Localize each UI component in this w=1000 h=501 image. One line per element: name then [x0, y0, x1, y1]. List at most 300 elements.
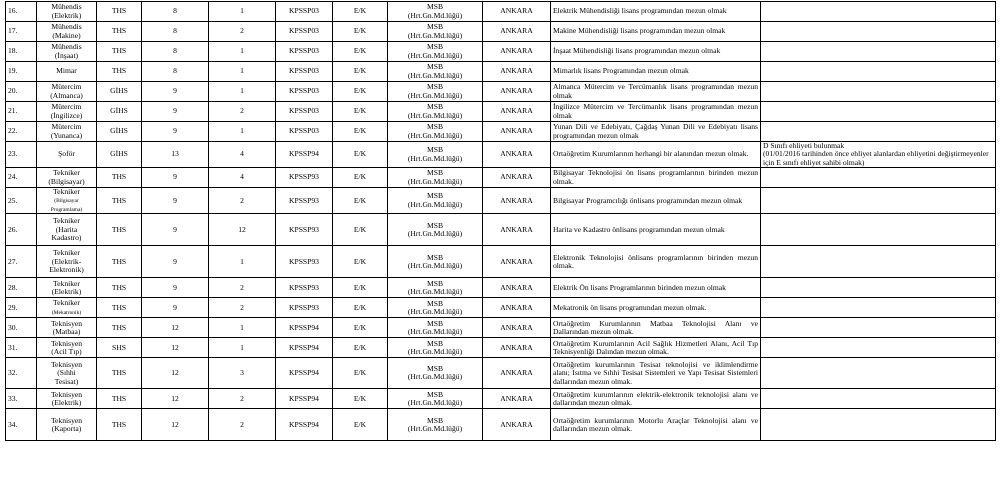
- grade: 9: [173, 86, 177, 96]
- requirement: Almanca Mütercim ve Tercümanlık lisans programından mezun olmak: [553, 82, 758, 100]
- kpss-score-type-cell: [276, 42, 333, 62]
- grade: 12: [171, 322, 179, 332]
- position-title: Mimar: [56, 66, 77, 76]
- row-number: 27.: [8, 256, 18, 266]
- note-cell: [761, 2, 996, 22]
- position-title: Mühendis (Makine): [51, 22, 82, 40]
- position-title-cell: [37, 122, 97, 142]
- note-cell: [761, 389, 996, 409]
- unit-cell: [388, 298, 483, 318]
- row-number: 33.: [8, 393, 18, 403]
- row-number: 22.: [8, 126, 18, 136]
- city: ANKARA: [500, 322, 533, 332]
- kpss-score-type: KPSSP93: [289, 302, 319, 312]
- position-title-cell: [37, 358, 97, 389]
- service-class-cell: [97, 246, 142, 278]
- city-cell: [483, 278, 551, 298]
- table-row: [6, 338, 996, 358]
- service-class-cell: [97, 42, 142, 62]
- quota-cell: [209, 298, 276, 318]
- city: ANKARA: [500, 6, 533, 16]
- city-cell: [483, 409, 551, 441]
- quota-cell: [209, 278, 276, 298]
- grade: 12: [171, 393, 179, 403]
- city-cell: [483, 142, 551, 168]
- gender: E/K: [353, 86, 367, 96]
- quota-cell: [209, 142, 276, 168]
- note-cell: [761, 318, 996, 338]
- quota: 2: [240, 282, 244, 292]
- position-title: Mütercim (Almanca): [50, 82, 83, 100]
- kpss-score-type: KPSSP94: [289, 419, 319, 429]
- row-number-cell: [6, 409, 37, 441]
- row-number: 29.: [8, 302, 18, 312]
- row-number-cell: [6, 338, 37, 358]
- requirement: Ortaöğretim kurumlarının Motorlu Araçlar Teknolojisi alanı ve dallarından mezun olmak.: [553, 415, 758, 433]
- quota: 4: [240, 172, 244, 182]
- quota: 2: [240, 302, 244, 312]
- kpss-score-type-cell: [276, 168, 333, 188]
- table-row: [6, 168, 996, 188]
- grade-cell: [142, 318, 209, 338]
- table-row: [6, 278, 996, 298]
- quota-cell: [209, 102, 276, 122]
- unit: MSB (Hrt.Gn.Md.lüğü): [407, 298, 463, 316]
- gender: E/K: [353, 46, 367, 56]
- requirement: Ortaöğretim Kurumlarının herhangi bir alanından mezun olmak.: [553, 149, 749, 159]
- city: ANKARA: [500, 393, 533, 403]
- row-number: 25.: [8, 195, 18, 205]
- table-row: [6, 246, 996, 278]
- position-title-cell: [37, 246, 97, 278]
- city: ANKARA: [500, 419, 533, 429]
- position-title: Teknisyen (Kaporta): [50, 415, 83, 433]
- position-title-cell: [37, 298, 97, 318]
- unit-cell: [388, 122, 483, 142]
- requirement: Elektrik Ön lisans Programlarının birinden mezun olmak: [553, 282, 726, 292]
- row-number-cell: [6, 62, 37, 82]
- service-class-cell: [97, 358, 142, 389]
- requirement-cell: [551, 246, 761, 278]
- kpss-score-type-cell: [276, 122, 333, 142]
- position-title: Teknisyen (Sıhhi Tesisat): [50, 359, 83, 386]
- city-cell: [483, 82, 551, 102]
- service-class: THS: [111, 66, 127, 76]
- requirement: Mimarlık lisans Programından mezun olmak: [553, 66, 689, 76]
- table-row: [6, 298, 996, 318]
- kpss-score-type: KPSSP93: [289, 256, 319, 266]
- gender: E/K: [353, 302, 367, 312]
- quota-cell: [209, 42, 276, 62]
- requirement: Makine Mühendisliği lisans programından mezun olmak: [553, 26, 726, 36]
- city: ANKARA: [500, 126, 533, 136]
- gender-cell: [333, 409, 388, 441]
- unit-cell: [388, 389, 483, 409]
- gender: E/K: [353, 322, 367, 332]
- quota: 1: [240, 342, 244, 352]
- requirement-cell: [551, 102, 761, 122]
- service-class: GİHS: [110, 86, 128, 96]
- table-row: [6, 358, 996, 389]
- note-cell: [761, 42, 996, 62]
- city-cell: [483, 102, 551, 122]
- unit-cell: [388, 168, 483, 188]
- position-title: Mühendis (İnşaat): [51, 42, 82, 60]
- quota-cell: [209, 246, 276, 278]
- gender: E/K: [353, 149, 367, 159]
- unit: MSB (Hrt.Gn.Md.lüğü): [407, 278, 463, 296]
- service-class-cell: [97, 188, 142, 214]
- unit: MSB (Hrt.Gn.Md.lüğü): [407, 62, 463, 80]
- quota-cell: [209, 409, 276, 441]
- requirement: Ortaöğretim Kurumlarının Matbaa Teknolojisi Alanı ve Dallarından mezun olmak.: [553, 318, 758, 336]
- city-cell: [483, 389, 551, 409]
- unit-cell: [388, 318, 483, 338]
- row-number: 23.: [8, 149, 18, 159]
- unit-cell: [388, 278, 483, 298]
- position-title-cell: [37, 338, 97, 358]
- position-title: Şoför: [58, 149, 75, 159]
- kpss-score-type: KPSSP03: [289, 126, 319, 136]
- gender-cell: [333, 102, 388, 122]
- grade-cell: [142, 298, 209, 318]
- city-cell: [483, 214, 551, 246]
- position-title-cell: [37, 409, 97, 441]
- gender-cell: [333, 22, 388, 42]
- row-number: 16.: [8, 6, 18, 16]
- gender-cell: [333, 246, 388, 278]
- kpss-score-type: KPSSP94: [289, 322, 319, 332]
- city-cell: [483, 338, 551, 358]
- grade: 12: [171, 342, 179, 352]
- quota: 1: [240, 6, 244, 16]
- note-cell: [761, 122, 996, 142]
- requirement: Ortaöğretim kurumlarının elektrik-elektronik teknolojisi alanı ve dallarından mezun olmak.: [553, 389, 758, 407]
- service-class: THS: [111, 224, 127, 234]
- unit-cell: [388, 22, 483, 42]
- row-number: 21.: [8, 106, 18, 116]
- service-class: GİHS: [110, 149, 128, 159]
- row-number: 26.: [8, 224, 18, 234]
- table-row: [6, 318, 996, 338]
- row-number-cell: [6, 318, 37, 338]
- kpss-score-type: KPSSP94: [289, 342, 319, 352]
- service-class-cell: [97, 338, 142, 358]
- kpss-score-type-cell: [276, 214, 333, 246]
- service-class: THS: [111, 195, 127, 205]
- requirement: Ortaöğretim Kurumlarının Acil Sağlık Hizmetleri Alanı, Acil Tıp Teknisyenliği Dalından mezun olmak.: [553, 338, 758, 356]
- note: D Sınıfı ehliyeti bulunmak (01/01/2016 tarihinden önce ehliyet alanlardan ehliyetini değiştirmeyenler için E sınıfı ehliyet sahibi olmak): [763, 141, 989, 167]
- grade: 9: [173, 224, 177, 234]
- grade-cell: [142, 214, 209, 246]
- city: ANKARA: [500, 26, 533, 36]
- unit: MSB (Hrt.Gn.Md.lüğü): [407, 122, 463, 140]
- quota-cell: [209, 214, 276, 246]
- city: ANKARA: [500, 342, 533, 352]
- grade-cell: [142, 102, 209, 122]
- quota-cell: [209, 318, 276, 338]
- gender-cell: [333, 298, 388, 318]
- requirement-cell: [551, 168, 761, 188]
- grade: 9: [173, 256, 177, 266]
- requirement-cell: [551, 338, 761, 358]
- position-title: Tekniker (Bilgisayar): [48, 168, 85, 186]
- position-title: Teknisyen (Matbaa): [50, 318, 83, 336]
- gender-cell: [333, 2, 388, 22]
- note-cell: [761, 82, 996, 102]
- kpss-score-type: KPSSP03: [289, 86, 319, 96]
- quota: 4: [240, 149, 244, 159]
- table-row: [6, 389, 996, 409]
- city: ANKARA: [500, 282, 533, 292]
- unit: MSB (Hrt.Gn.Md.lüğü): [407, 42, 463, 60]
- service-class: THS: [111, 322, 127, 332]
- requirement: İngilizce Mütercim ve Tercümanlık lisans programından mezun olmak: [553, 102, 758, 120]
- quota-cell: [209, 338, 276, 358]
- service-class: GİHS: [110, 126, 128, 136]
- requirement-cell: [551, 298, 761, 318]
- position-title: Mütercim (Yunanca): [50, 122, 83, 140]
- grade-cell: [142, 168, 209, 188]
- gender-cell: [333, 358, 388, 389]
- unit: MSB (Hrt.Gn.Md.lüğü): [407, 82, 463, 100]
- grade-cell: [142, 62, 209, 82]
- positions-table: [5, 1, 996, 441]
- service-class: SHS: [112, 342, 126, 352]
- unit-cell: [388, 338, 483, 358]
- position-title: Mühendis (Elektrik): [51, 2, 82, 20]
- quota-cell: [209, 122, 276, 142]
- requirement-cell: [551, 318, 761, 338]
- quota-cell: [209, 168, 276, 188]
- requirement-cell: [551, 82, 761, 102]
- row-number: 17.: [8, 26, 18, 36]
- city: ANKARA: [500, 256, 533, 266]
- row-number: 28.: [8, 282, 18, 292]
- kpss-score-type-cell: [276, 2, 333, 22]
- unit: MSB (Hrt.Gn.Md.lüğü): [407, 389, 463, 407]
- grade: 9: [173, 126, 177, 136]
- service-class-cell: [97, 122, 142, 142]
- gender: E/K: [353, 393, 367, 403]
- note-cell: [761, 168, 996, 188]
- requirement-cell: [551, 278, 761, 298]
- service-class: THS: [111, 302, 127, 312]
- unit-cell: [388, 102, 483, 122]
- table-body: [6, 2, 996, 441]
- service-class-cell: [97, 22, 142, 42]
- service-class-cell: [97, 82, 142, 102]
- quota: 2: [240, 106, 244, 116]
- city: ANKARA: [500, 66, 533, 76]
- requirement: Bilgisayar Teknolojisi ön lisans programlarının birinden mezun olmak.: [553, 168, 758, 186]
- unit: MSB (Hrt.Gn.Md.lüğü): [407, 2, 463, 20]
- requirement-cell: [551, 409, 761, 441]
- gender-cell: [333, 122, 388, 142]
- unit-cell: [388, 214, 483, 246]
- position-title-cell: [37, 102, 97, 122]
- row-number-cell: [6, 2, 37, 22]
- quota-cell: [209, 358, 276, 389]
- grade: 8: [173, 26, 177, 36]
- gender-cell: [333, 389, 388, 409]
- position-title-cell: [37, 2, 97, 22]
- service-class: THS: [111, 368, 127, 378]
- city: ANKARA: [500, 224, 533, 234]
- gender: E/K: [353, 26, 367, 36]
- quota-cell: [209, 389, 276, 409]
- quota: 2: [240, 393, 244, 403]
- kpss-score-type-cell: [276, 389, 333, 409]
- gender-cell: [333, 42, 388, 62]
- table-row: [6, 188, 996, 214]
- gender: E/K: [353, 6, 367, 16]
- grade-cell: [142, 22, 209, 42]
- kpss-score-type: KPSSP03: [289, 46, 319, 56]
- kpss-score-type: KPSSP93: [289, 195, 319, 205]
- service-class-cell: [97, 278, 142, 298]
- kpss-score-type-cell: [276, 358, 333, 389]
- grade: 9: [173, 302, 177, 312]
- unit: MSB (Hrt.Gn.Md.lüğü): [407, 338, 463, 356]
- grade-cell: [142, 122, 209, 142]
- quota-cell: [209, 62, 276, 82]
- position-title-cell: [37, 168, 97, 188]
- quota-cell: [209, 188, 276, 214]
- service-class: GİHS: [110, 106, 128, 116]
- gender: E/K: [353, 282, 367, 292]
- row-number-cell: [6, 358, 37, 389]
- kpss-score-type: KPSSP94: [289, 368, 319, 378]
- kpss-score-type-cell: [276, 246, 333, 278]
- row-number: 18.: [8, 46, 18, 56]
- city: ANKARA: [500, 46, 533, 56]
- requirement: Elektronik Teknolojisi önlisans programlarının birinden mezun olmak.: [553, 252, 758, 270]
- unit: MSB (Hrt.Gn.Md.lüğü): [407, 364, 463, 382]
- position-title: Tekniker: [53, 187, 80, 197]
- position-title-cell: [37, 188, 97, 214]
- table-row: [6, 42, 996, 62]
- grade: 8: [173, 6, 177, 16]
- service-class-cell: [97, 318, 142, 338]
- requirement-cell: [551, 188, 761, 214]
- gender: E/K: [353, 419, 367, 429]
- row-number: 19.: [8, 66, 18, 76]
- unit: MSB (Hrt.Gn.Md.lüğü): [407, 415, 463, 433]
- grade: 8: [173, 66, 177, 76]
- quota-cell: [209, 22, 276, 42]
- city-cell: [483, 122, 551, 142]
- city-cell: [483, 358, 551, 389]
- position-title-cell: [37, 62, 97, 82]
- gender: E/K: [353, 66, 367, 76]
- quota-cell: [209, 2, 276, 22]
- grade-cell: [142, 2, 209, 22]
- service-class-cell: [97, 62, 142, 82]
- note-cell: [761, 278, 996, 298]
- unit-cell: [388, 142, 483, 168]
- row-number-cell: [6, 246, 37, 278]
- service-class-cell: [97, 168, 142, 188]
- table-row: [6, 409, 996, 441]
- note-cell: [761, 142, 996, 168]
- kpss-score-type: KPSSP03: [289, 66, 319, 76]
- gender-cell: [333, 318, 388, 338]
- quota: 2: [240, 26, 244, 36]
- row-number: 30.: [8, 322, 18, 332]
- kpss-score-type-cell: [276, 82, 333, 102]
- table-row: [6, 214, 996, 246]
- gender-cell: [333, 338, 388, 358]
- row-number-cell: [6, 142, 37, 168]
- position-title-cell: [37, 318, 97, 338]
- note-cell: [761, 338, 996, 358]
- position-title-cell: [37, 142, 97, 168]
- requirement: Harita ve Kadastro önlisans programından mezun olmak: [553, 224, 725, 234]
- gender: E/K: [353, 368, 367, 378]
- position-title-cell: [37, 42, 97, 62]
- kpss-score-type-cell: [276, 298, 333, 318]
- row-number: 31.: [8, 342, 18, 352]
- city-cell: [483, 168, 551, 188]
- city: ANKARA: [500, 86, 533, 96]
- quota: 1: [240, 126, 244, 136]
- kpss-score-type: KPSSP03: [289, 106, 319, 116]
- gender-cell: [333, 62, 388, 82]
- position-title: Teknisyen (Acil Tıp): [50, 338, 83, 356]
- service-class-cell: [97, 298, 142, 318]
- note-cell: [761, 188, 996, 214]
- requirement-cell: [551, 42, 761, 62]
- requirement-cell: [551, 22, 761, 42]
- note-cell: [761, 358, 996, 389]
- requirement-cell: [551, 62, 761, 82]
- grade: 9: [173, 282, 177, 292]
- note-cell: [761, 214, 996, 246]
- row-number-cell: [6, 82, 37, 102]
- requirement: Mekatronik ön lisans programından mezun olmak.: [553, 302, 707, 312]
- note-cell: [761, 246, 996, 278]
- city: ANKARA: [500, 149, 533, 159]
- city: ANKARA: [500, 368, 533, 378]
- gender: E/K: [353, 126, 367, 136]
- row-number-cell: [6, 122, 37, 142]
- row-number-cell: [6, 389, 37, 409]
- kpss-score-type: KPSSP94: [289, 149, 319, 159]
- unit-cell: [388, 358, 483, 389]
- row-number-cell: [6, 102, 37, 122]
- grade: 8: [173, 46, 177, 56]
- position-title: Teknisyen (Elektrik): [50, 389, 83, 407]
- grade-cell: [142, 246, 209, 278]
- table-row: [6, 102, 996, 122]
- quota: 1: [240, 46, 244, 56]
- gender-cell: [333, 214, 388, 246]
- unit: MSB (Hrt.Gn.Md.lüğü): [407, 318, 463, 336]
- gender-cell: [333, 82, 388, 102]
- position-title-cell: [37, 22, 97, 42]
- unit-cell: [388, 82, 483, 102]
- city-cell: [483, 22, 551, 42]
- service-class: THS: [111, 46, 127, 56]
- unit-cell: [388, 409, 483, 441]
- row-number: 34.: [8, 419, 18, 429]
- position-subtitle: (Bilgisayar Programlama): [50, 198, 83, 213]
- row-number-cell: [6, 188, 37, 214]
- service-class-cell: [97, 214, 142, 246]
- position-title-cell: [37, 389, 97, 409]
- grade: 9: [173, 195, 177, 205]
